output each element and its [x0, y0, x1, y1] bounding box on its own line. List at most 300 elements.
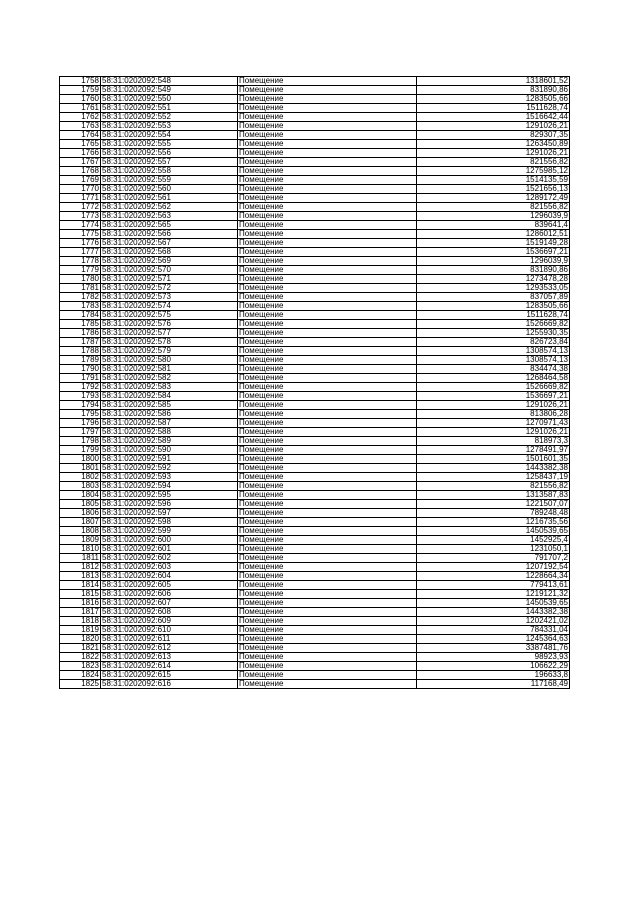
cadastral-number-cell: 58:31:0202092:548 — [101, 77, 238, 86]
table-row — [60, 617, 570, 626]
cadastral-value-cell: 1278491,97 — [417, 446, 570, 455]
property-table — [59, 76, 570, 689]
row-number-cell: 1770 — [60, 185, 101, 194]
cadastral-value-cell: 821556,82 — [417, 482, 570, 491]
table-row — [60, 338, 570, 347]
row-number-cell: 1816 — [60, 599, 101, 608]
object-type-cell: Помещение — [238, 653, 417, 662]
object-type-cell: Помещение — [238, 149, 417, 158]
cadastral-value-cell: 1452925,4 — [417, 536, 570, 545]
table-row — [60, 527, 570, 536]
table-row — [60, 221, 570, 230]
object-type-cell: Помещение — [238, 626, 417, 635]
cadastral-number-cell: 58:31:0202092:591 — [101, 455, 238, 464]
object-type-cell: Помещение — [238, 275, 417, 284]
cadastral-value-cell: 1308574,13 — [417, 347, 570, 356]
object-type-cell: Помещение — [238, 437, 417, 446]
object-type-cell: Помещение — [238, 176, 417, 185]
cadastral-number-cell: 58:31:0202092:585 — [101, 401, 238, 410]
row-number-cell: 1776 — [60, 239, 101, 248]
cadastral-number-cell: 58:31:0202092:611 — [101, 635, 238, 644]
cadastral-value-cell: 789248,48 — [417, 509, 570, 518]
cadastral-value-cell: 784331,04 — [417, 626, 570, 635]
table-row — [60, 230, 570, 239]
table-row — [60, 149, 570, 158]
cadastral-number-cell: 58:31:0202092:584 — [101, 392, 238, 401]
cadastral-value-cell: 1286012,51 — [417, 230, 570, 239]
object-type-cell: Помещение — [238, 329, 417, 338]
cadastral-number-cell: 58:31:0202092:615 — [101, 671, 238, 680]
cadastral-value-cell: 1511628,74 — [417, 311, 570, 320]
cadastral-number-cell: 58:31:0202092:606 — [101, 590, 238, 599]
object-type-cell: Помещение — [238, 311, 417, 320]
cadastral-number-cell: 58:31:0202092:583 — [101, 383, 238, 392]
cadastral-value-cell: 106622,29 — [417, 662, 570, 671]
object-type-cell: Помещение — [238, 374, 417, 383]
object-type-cell: Помещение — [238, 491, 417, 500]
object-type-cell: Помещение — [238, 518, 417, 527]
cadastral-number-cell: 58:31:0202092:549 — [101, 86, 238, 95]
table-row — [60, 77, 570, 86]
table-row — [60, 311, 570, 320]
cadastral-number-cell: 58:31:0202092:565 — [101, 221, 238, 230]
row-number-cell: 1758 — [60, 77, 101, 86]
property-table-body — [60, 77, 570, 689]
row-number-cell: 1778 — [60, 257, 101, 266]
table-row — [60, 554, 570, 563]
row-number-cell: 1809 — [60, 536, 101, 545]
object-type-cell: Помещение — [238, 608, 417, 617]
object-type-cell: Помещение — [238, 473, 417, 482]
cadastral-value-cell: 1296039,9 — [417, 212, 570, 221]
row-number-cell: 1777 — [60, 248, 101, 257]
table-row — [60, 410, 570, 419]
object-type-cell: Помещение — [238, 455, 417, 464]
cadastral-value-cell: 831890,86 — [417, 86, 570, 95]
table-row — [60, 167, 570, 176]
object-type-cell: Помещение — [238, 284, 417, 293]
table-row — [60, 185, 570, 194]
cadastral-number-cell: 58:31:0202092:598 — [101, 518, 238, 527]
table-row — [60, 599, 570, 608]
cadastral-number-cell: 58:31:0202092:594 — [101, 482, 238, 491]
object-type-cell: Помещение — [238, 212, 417, 221]
object-type-cell: Помещение — [238, 239, 417, 248]
table-row — [60, 266, 570, 275]
cadastral-value-cell: 1521656,13 — [417, 185, 570, 194]
cadastral-value-cell: 1291026,21 — [417, 401, 570, 410]
object-type-cell: Помещение — [238, 590, 417, 599]
table-row — [60, 572, 570, 581]
table-row — [60, 626, 570, 635]
cadastral-value-cell: 1258437,19 — [417, 473, 570, 482]
cadastral-value-cell: 1219121,32 — [417, 590, 570, 599]
table-row — [60, 293, 570, 302]
cadastral-value-cell: 834474,38 — [417, 365, 570, 374]
cadastral-number-cell: 58:31:0202092:570 — [101, 266, 238, 275]
object-type-cell: Помещение — [238, 293, 417, 302]
cadastral-number-cell: 58:31:0202092:586 — [101, 410, 238, 419]
object-type-cell: Помещение — [238, 95, 417, 104]
object-type-cell: Помещение — [238, 572, 417, 581]
cadastral-value-cell: 3387481,76 — [417, 644, 570, 653]
table-row — [60, 284, 570, 293]
row-number-cell: 1822 — [60, 653, 101, 662]
cadastral-value-cell: 1536697,21 — [417, 392, 570, 401]
object-type-cell: Помещение — [238, 410, 417, 419]
table-row — [60, 176, 570, 185]
object-type-cell: Помещение — [238, 77, 417, 86]
row-number-cell: 1819 — [60, 626, 101, 635]
cadastral-number-cell: 58:31:0202092:575 — [101, 311, 238, 320]
table-row — [60, 419, 570, 428]
row-number-cell: 1787 — [60, 338, 101, 347]
object-type-cell: Помещение — [238, 131, 417, 140]
table-row — [60, 302, 570, 311]
cadastral-number-cell: 58:31:0202092:616 — [101, 680, 238, 689]
object-type-cell: Помещение — [238, 158, 417, 167]
cadastral-number-cell: 58:31:0202092:560 — [101, 185, 238, 194]
cadastral-value-cell: 1526669,82 — [417, 320, 570, 329]
cadastral-number-cell: 58:31:0202092:610 — [101, 626, 238, 635]
cadastral-number-cell: 58:31:0202092:609 — [101, 617, 238, 626]
row-number-cell: 1805 — [60, 500, 101, 509]
cadastral-number-cell: 58:31:0202092:551 — [101, 104, 238, 113]
row-number-cell: 1786 — [60, 329, 101, 338]
cadastral-value-cell: 1275985,12 — [417, 167, 570, 176]
table-row — [60, 518, 570, 527]
cadastral-value-cell: 1514135,59 — [417, 176, 570, 185]
cadastral-number-cell: 58:31:0202092:608 — [101, 608, 238, 617]
object-type-cell: Помещение — [238, 266, 417, 275]
table-row — [60, 536, 570, 545]
cadastral-value-cell: 1221507,07 — [417, 500, 570, 509]
cadastral-number-cell: 58:31:0202092:614 — [101, 662, 238, 671]
cadastral-number-cell: 58:31:0202092:562 — [101, 203, 238, 212]
row-number-cell: 1761 — [60, 104, 101, 113]
table-row — [60, 203, 570, 212]
row-number-cell: 1804 — [60, 491, 101, 500]
table-row — [60, 158, 570, 167]
cadastral-value-cell: 1443382,38 — [417, 608, 570, 617]
cadastral-number-cell: 58:31:0202092:578 — [101, 338, 238, 347]
row-number-cell: 1811 — [60, 554, 101, 563]
table-row — [60, 140, 570, 149]
cadastral-value-cell: 779413,61 — [417, 581, 570, 590]
cadastral-number-cell: 58:31:0202092:555 — [101, 140, 238, 149]
cadastral-value-cell: 117168,49 — [417, 680, 570, 689]
table-row — [60, 590, 570, 599]
cadastral-value-cell: 1536697,21 — [417, 248, 570, 257]
cadastral-value-cell: 1519149,28 — [417, 239, 570, 248]
row-number-cell: 1801 — [60, 464, 101, 473]
cadastral-number-cell: 58:31:0202092:593 — [101, 473, 238, 482]
table-row — [60, 653, 570, 662]
cadastral-value-cell: 1526669,82 — [417, 383, 570, 392]
cadastral-value-cell: 98923,93 — [417, 653, 570, 662]
row-number-cell: 1772 — [60, 203, 101, 212]
cadastral-value-cell: 1273478,28 — [417, 275, 570, 284]
cadastral-number-cell: 58:31:0202092:596 — [101, 500, 238, 509]
table-row — [60, 437, 570, 446]
table-row — [60, 365, 570, 374]
row-number-cell: 1817 — [60, 608, 101, 617]
row-number-cell: 1791 — [60, 374, 101, 383]
table-row — [60, 374, 570, 383]
cadastral-number-cell: 58:31:0202092:553 — [101, 122, 238, 131]
cadastral-number-cell: 58:31:0202092:574 — [101, 302, 238, 311]
cadastral-value-cell: 1318601,52 — [417, 77, 570, 86]
row-number-cell: 1767 — [60, 158, 101, 167]
row-number-cell: 1803 — [60, 482, 101, 491]
row-number-cell: 1807 — [60, 518, 101, 527]
cadastral-value-cell: 813806,28 — [417, 410, 570, 419]
row-number-cell: 1769 — [60, 176, 101, 185]
row-number-cell: 1783 — [60, 302, 101, 311]
object-type-cell: Помещение — [238, 248, 417, 257]
cadastral-value-cell: 1207192,54 — [417, 563, 570, 572]
row-number-cell: 1788 — [60, 347, 101, 356]
object-type-cell: Помещение — [238, 599, 417, 608]
object-type-cell: Помещение — [238, 122, 417, 131]
cadastral-number-cell: 58:31:0202092:597 — [101, 509, 238, 518]
cadastral-value-cell: 1283505,66 — [417, 95, 570, 104]
cadastral-number-cell: 58:31:0202092:579 — [101, 347, 238, 356]
row-number-cell: 1782 — [60, 293, 101, 302]
object-type-cell: Помещение — [238, 464, 417, 473]
cadastral-value-cell: 1202421,02 — [417, 617, 570, 626]
table-row — [60, 239, 570, 248]
row-number-cell: 1802 — [60, 473, 101, 482]
table-row — [60, 581, 570, 590]
object-type-cell: Помещение — [238, 545, 417, 554]
object-type-cell: Помещение — [238, 563, 417, 572]
table-row — [60, 104, 570, 113]
table-row — [60, 635, 570, 644]
object-type-cell: Помещение — [238, 446, 417, 455]
cadastral-value-cell: 1501601,35 — [417, 455, 570, 464]
cadastral-number-cell: 58:31:0202092:589 — [101, 437, 238, 446]
cadastral-number-cell: 58:31:0202092:556 — [101, 149, 238, 158]
cadastral-value-cell: 1228664,34 — [417, 572, 570, 581]
cadastral-value-cell: 1216735,56 — [417, 518, 570, 527]
row-number-cell: 1821 — [60, 644, 101, 653]
row-number-cell: 1793 — [60, 392, 101, 401]
table-row — [60, 212, 570, 221]
cadastral-value-cell: 818973,3 — [417, 437, 570, 446]
table-row — [60, 446, 570, 455]
row-number-cell: 1810 — [60, 545, 101, 554]
cadastral-value-cell: 831890,86 — [417, 266, 570, 275]
row-number-cell: 1766 — [60, 149, 101, 158]
table-row — [60, 644, 570, 653]
row-number-cell: 1823 — [60, 662, 101, 671]
object-type-cell: Помещение — [238, 113, 417, 122]
cadastral-value-cell: 839641,4 — [417, 221, 570, 230]
row-number-cell: 1785 — [60, 320, 101, 329]
cadastral-value-cell: 1245364,63 — [417, 635, 570, 644]
cadastral-value-cell: 829307,35 — [417, 131, 570, 140]
row-number-cell: 1815 — [60, 590, 101, 599]
cadastral-value-cell: 791707,2 — [417, 554, 570, 563]
table-row — [60, 662, 570, 671]
cadastral-number-cell: 58:31:0202092:605 — [101, 581, 238, 590]
cadastral-number-cell: 58:31:0202092:577 — [101, 329, 238, 338]
row-number-cell: 1824 — [60, 671, 101, 680]
row-number-cell: 1799 — [60, 446, 101, 455]
cadastral-value-cell: 1283505,66 — [417, 302, 570, 311]
cadastral-number-cell: 58:31:0202092:582 — [101, 374, 238, 383]
row-number-cell: 1774 — [60, 221, 101, 230]
cadastral-number-cell: 58:31:0202092:592 — [101, 464, 238, 473]
cadastral-value-cell: 1291026,21 — [417, 149, 570, 158]
table-row — [60, 671, 570, 680]
object-type-cell: Помещение — [238, 194, 417, 203]
cadastral-number-cell: 58:31:0202092:550 — [101, 95, 238, 104]
table-row — [60, 482, 570, 491]
object-type-cell: Помещение — [238, 644, 417, 653]
cadastral-value-cell: 1443382,38 — [417, 464, 570, 473]
object-type-cell: Помещение — [238, 428, 417, 437]
row-number-cell: 1813 — [60, 572, 101, 581]
cadastral-number-cell: 58:31:0202092:602 — [101, 554, 238, 563]
row-number-cell: 1825 — [60, 680, 101, 689]
cadastral-value-cell: 1270971,43 — [417, 419, 570, 428]
object-type-cell: Помещение — [238, 671, 417, 680]
object-type-cell: Помещение — [238, 536, 417, 545]
object-type-cell: Помещение — [238, 680, 417, 689]
row-number-cell: 1779 — [60, 266, 101, 275]
cadastral-value-cell: 1450539,65 — [417, 527, 570, 536]
object-type-cell: Помещение — [238, 257, 417, 266]
table-row — [60, 329, 570, 338]
row-number-cell: 1814 — [60, 581, 101, 590]
cadastral-value-cell: 1296039,9 — [417, 257, 570, 266]
object-type-cell: Помещение — [238, 347, 417, 356]
row-number-cell: 1760 — [60, 95, 101, 104]
cadastral-value-cell: 1289172,49 — [417, 194, 570, 203]
table-row — [60, 473, 570, 482]
table-row — [60, 455, 570, 464]
cadastral-number-cell: 58:31:0202092:559 — [101, 176, 238, 185]
cadastral-value-cell: 1291026,21 — [417, 428, 570, 437]
table-row — [60, 275, 570, 284]
cadastral-number-cell: 58:31:0202092:573 — [101, 293, 238, 302]
object-type-cell: Помещение — [238, 509, 417, 518]
row-number-cell: 1789 — [60, 356, 101, 365]
table-row — [60, 500, 570, 509]
cadastral-number-cell: 58:31:0202092:558 — [101, 167, 238, 176]
cadastral-number-cell: 58:31:0202092:557 — [101, 158, 238, 167]
table-row — [60, 356, 570, 365]
object-type-cell: Помещение — [238, 365, 417, 374]
row-number-cell: 1763 — [60, 122, 101, 131]
cadastral-value-cell: 1255930,35 — [417, 329, 570, 338]
cadastral-number-cell: 58:31:0202092:561 — [101, 194, 238, 203]
cadastral-number-cell: 58:31:0202092:568 — [101, 248, 238, 257]
table-row — [60, 113, 570, 122]
row-number-cell: 1812 — [60, 563, 101, 572]
row-number-cell: 1808 — [60, 527, 101, 536]
row-number-cell: 1794 — [60, 401, 101, 410]
object-type-cell: Помещение — [238, 302, 417, 311]
table-row — [60, 86, 570, 95]
object-type-cell: Помещение — [238, 500, 417, 509]
cadastral-value-cell: 1263450,89 — [417, 140, 570, 149]
object-type-cell: Помещение — [238, 86, 417, 95]
cadastral-number-cell: 58:31:0202092:600 — [101, 536, 238, 545]
cadastral-value-cell: 821556,82 — [417, 158, 570, 167]
object-type-cell: Помещение — [238, 320, 417, 329]
cadastral-number-cell: 58:31:0202092:587 — [101, 419, 238, 428]
table-row — [60, 509, 570, 518]
cadastral-value-cell: 826723,84 — [417, 338, 570, 347]
row-number-cell: 1784 — [60, 311, 101, 320]
table-row — [60, 248, 570, 257]
row-number-cell: 1792 — [60, 383, 101, 392]
cadastral-value-cell: 1308574,13 — [417, 356, 570, 365]
cadastral-value-cell: 1293533,05 — [417, 284, 570, 293]
cadastral-number-cell: 58:31:0202092:566 — [101, 230, 238, 239]
cadastral-number-cell: 58:31:0202092:612 — [101, 644, 238, 653]
cadastral-number-cell: 58:31:0202092:571 — [101, 275, 238, 284]
object-type-cell: Помещение — [238, 662, 417, 671]
row-number-cell: 1780 — [60, 275, 101, 284]
table-row — [60, 545, 570, 554]
table-row — [60, 401, 570, 410]
object-type-cell: Помещение — [238, 140, 417, 149]
row-number-cell: 1765 — [60, 140, 101, 149]
cadastral-number-cell: 58:31:0202092:604 — [101, 572, 238, 581]
cadastral-number-cell: 58:31:0202092:588 — [101, 428, 238, 437]
row-number-cell: 1798 — [60, 437, 101, 446]
object-type-cell: Помещение — [238, 356, 417, 365]
cadastral-number-cell: 58:31:0202092:581 — [101, 365, 238, 374]
table-row — [60, 131, 570, 140]
row-number-cell: 1768 — [60, 167, 101, 176]
cadastral-value-cell: 1313587,83 — [417, 491, 570, 500]
cadastral-number-cell: 58:31:0202092:603 — [101, 563, 238, 572]
cadastral-number-cell: 58:31:0202092:607 — [101, 599, 238, 608]
table-row — [60, 563, 570, 572]
cadastral-value-cell: 1516642,44 — [417, 113, 570, 122]
table-row — [60, 491, 570, 500]
cadastral-number-cell: 58:31:0202092:572 — [101, 284, 238, 293]
cadastral-number-cell: 58:31:0202092:576 — [101, 320, 238, 329]
cadastral-number-cell: 58:31:0202092:590 — [101, 446, 238, 455]
object-type-cell: Помещение — [238, 581, 417, 590]
object-type-cell: Помещение — [238, 482, 417, 491]
row-number-cell: 1781 — [60, 284, 101, 293]
object-type-cell: Помещение — [238, 392, 417, 401]
object-type-cell: Помещение — [238, 554, 417, 563]
cadastral-value-cell: 196633,8 — [417, 671, 570, 680]
row-number-cell: 1762 — [60, 113, 101, 122]
object-type-cell: Помещение — [238, 383, 417, 392]
object-type-cell: Помещение — [238, 203, 417, 212]
object-type-cell: Помещение — [238, 185, 417, 194]
row-number-cell: 1795 — [60, 410, 101, 419]
object-type-cell: Помещение — [238, 419, 417, 428]
cadastral-value-cell: 1450539,65 — [417, 599, 570, 608]
object-type-cell: Помещение — [238, 635, 417, 644]
row-number-cell: 1796 — [60, 419, 101, 428]
object-type-cell: Помещение — [238, 230, 417, 239]
cadastral-number-cell: 58:31:0202092:601 — [101, 545, 238, 554]
cadastral-value-cell: 1231050,1 — [417, 545, 570, 554]
table-row — [60, 257, 570, 266]
cadastral-number-cell: 58:31:0202092:613 — [101, 653, 238, 662]
